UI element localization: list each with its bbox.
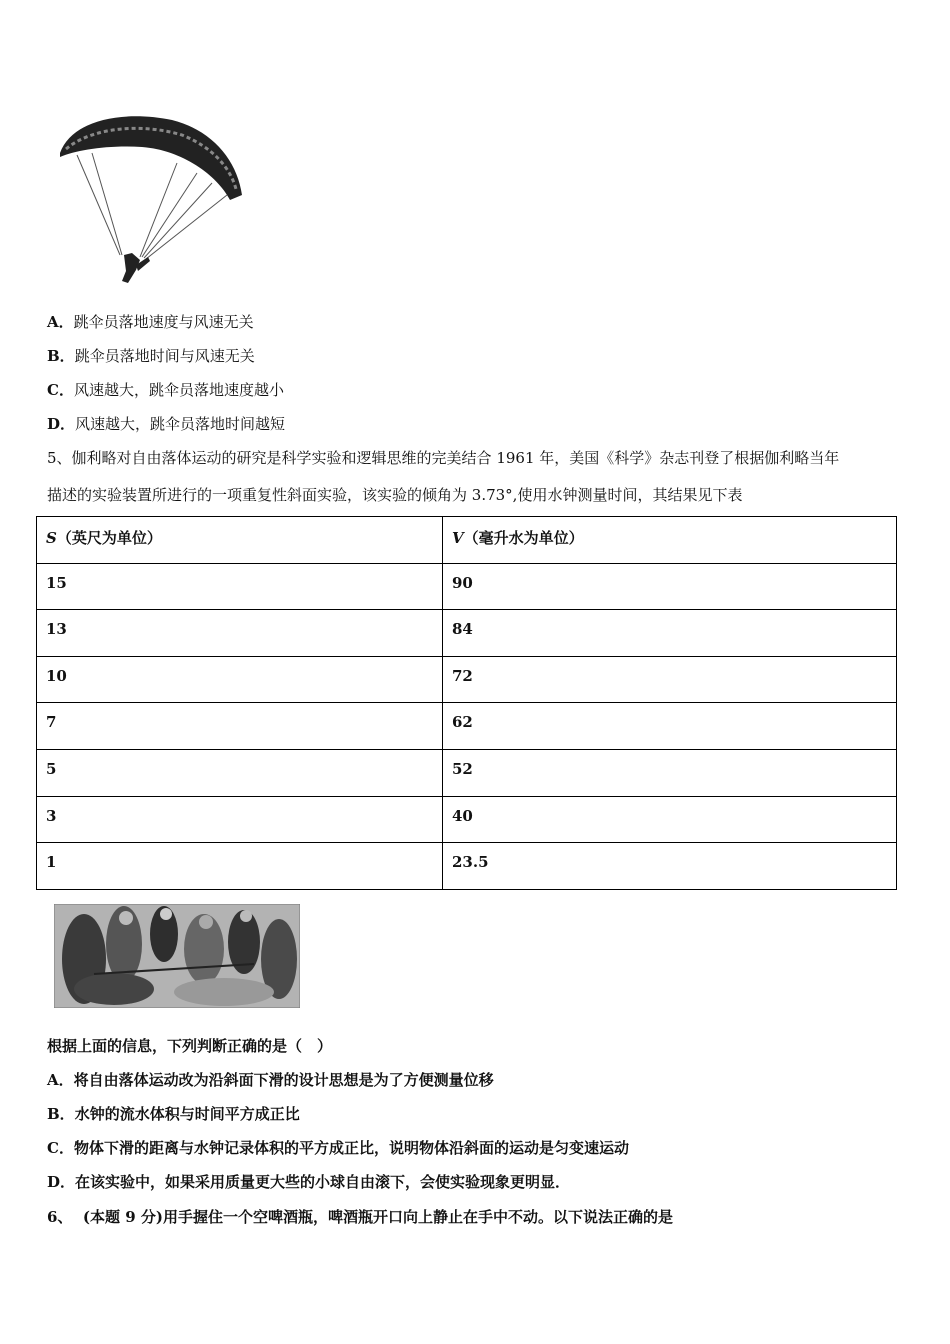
cell-v: 23.5 bbox=[443, 843, 897, 890]
table-row bbox=[37, 796, 897, 843]
option-text: 跳伞员落地速度与风速无关 bbox=[73, 313, 254, 331]
cell-s: 3 bbox=[37, 796, 443, 843]
option-label: A． bbox=[47, 1071, 74, 1089]
cell-s: 1 bbox=[37, 843, 443, 890]
q5-question-text: 根据上面的信息，下列判断正确的是（ ） bbox=[47, 1037, 333, 1055]
q5-stem-line2: 描述的实验装置所进行的一项重复性斜面实验，该实验的倾角为 3.73°,使用水钟测量时间，其结果见下表 bbox=[47, 486, 743, 504]
option-label: C． bbox=[47, 1139, 74, 1157]
q4-option-c[interactable] bbox=[47, 379, 284, 400]
header-s bbox=[37, 517, 443, 564]
option-label: C． bbox=[47, 381, 74, 399]
cell-s: 10 bbox=[37, 656, 443, 703]
q5-option-d[interactable] bbox=[47, 1171, 570, 1192]
header-s-unit: （英尺为单位） bbox=[56, 529, 162, 547]
cell-v: 62 bbox=[443, 703, 897, 750]
q5-data-table bbox=[36, 516, 897, 890]
option-text: 将自由落体运动改为沿斜面下滑的设计思想是为了方便测量位移 bbox=[73, 1071, 494, 1089]
table-row bbox=[37, 656, 897, 703]
option-text: 在该实验中，如果采用质量更大些的小球自由滚下，会使实验现象更明显． bbox=[75, 1173, 571, 1191]
q6-score: (本题 9 分) bbox=[82, 1208, 163, 1226]
option-label: B． bbox=[47, 1105, 75, 1123]
q5-question bbox=[47, 1035, 332, 1056]
q5-option-c[interactable] bbox=[47, 1137, 629, 1158]
option-label: B． bbox=[47, 347, 75, 365]
cell-v: 52 bbox=[443, 749, 897, 796]
option-label: D． bbox=[47, 415, 76, 433]
cell-s: 13 bbox=[37, 610, 443, 657]
experiment-photo bbox=[54, 904, 300, 1008]
q4-option-a[interactable] bbox=[47, 311, 254, 332]
cell-s: 5 bbox=[37, 749, 443, 796]
table-row bbox=[37, 703, 897, 750]
option-text: 水钟的流水体积与时间平方成正比 bbox=[74, 1105, 300, 1123]
header-v bbox=[443, 517, 897, 564]
cell-s: 7 bbox=[37, 703, 443, 750]
q4-option-d[interactable] bbox=[47, 413, 285, 434]
cell-s: 15 bbox=[37, 563, 443, 610]
q6-text: 用手握住一个空啤酒瓶，啤酒瓶开口向上静止在手中不动。以下说法正确的是 bbox=[162, 1208, 673, 1226]
option-text: 风速越大，跳伞员落地时间越短 bbox=[75, 415, 286, 433]
table-row bbox=[37, 749, 897, 796]
paraglider-illustration bbox=[52, 105, 247, 290]
cell-v: 40 bbox=[443, 796, 897, 843]
option-label: A． bbox=[47, 313, 74, 331]
q5-stem-line1: 5、伽利略对自由落体运动的研究是科学实验和逻辑思维的完美结合 1961 年，美国《科学》杂志刊登了根据伽利略当年 bbox=[47, 449, 840, 467]
header-v-unit: （毫升水为单位） bbox=[463, 529, 584, 547]
option-text: 风速越大，跳伞员落地速度越小 bbox=[73, 381, 284, 399]
header-v-symbol: V bbox=[452, 529, 464, 547]
table-row bbox=[37, 843, 897, 890]
option-text: 跳伞员落地时间与风速无关 bbox=[74, 347, 255, 365]
option-label: D． bbox=[47, 1173, 76, 1191]
cell-v: 90 bbox=[443, 563, 897, 610]
q6-stem bbox=[47, 1206, 673, 1227]
q6-number: 6、 bbox=[47, 1208, 73, 1226]
cell-v: 84 bbox=[443, 610, 897, 657]
table-row bbox=[37, 563, 897, 610]
table-row bbox=[37, 610, 897, 657]
option-text: 物体下滑的距离与水钟记录体积的平方成正比，说明物体沿斜面的运动是匀变速运动 bbox=[73, 1139, 629, 1157]
q5-stem bbox=[47, 440, 917, 514]
cell-v: 72 bbox=[443, 656, 897, 703]
q5-option-b[interactable] bbox=[47, 1103, 300, 1124]
q5-option-a[interactable] bbox=[47, 1069, 494, 1090]
header-s-symbol: S bbox=[46, 529, 57, 547]
q4-option-b[interactable] bbox=[47, 345, 255, 366]
table-header-row bbox=[37, 517, 897, 564]
